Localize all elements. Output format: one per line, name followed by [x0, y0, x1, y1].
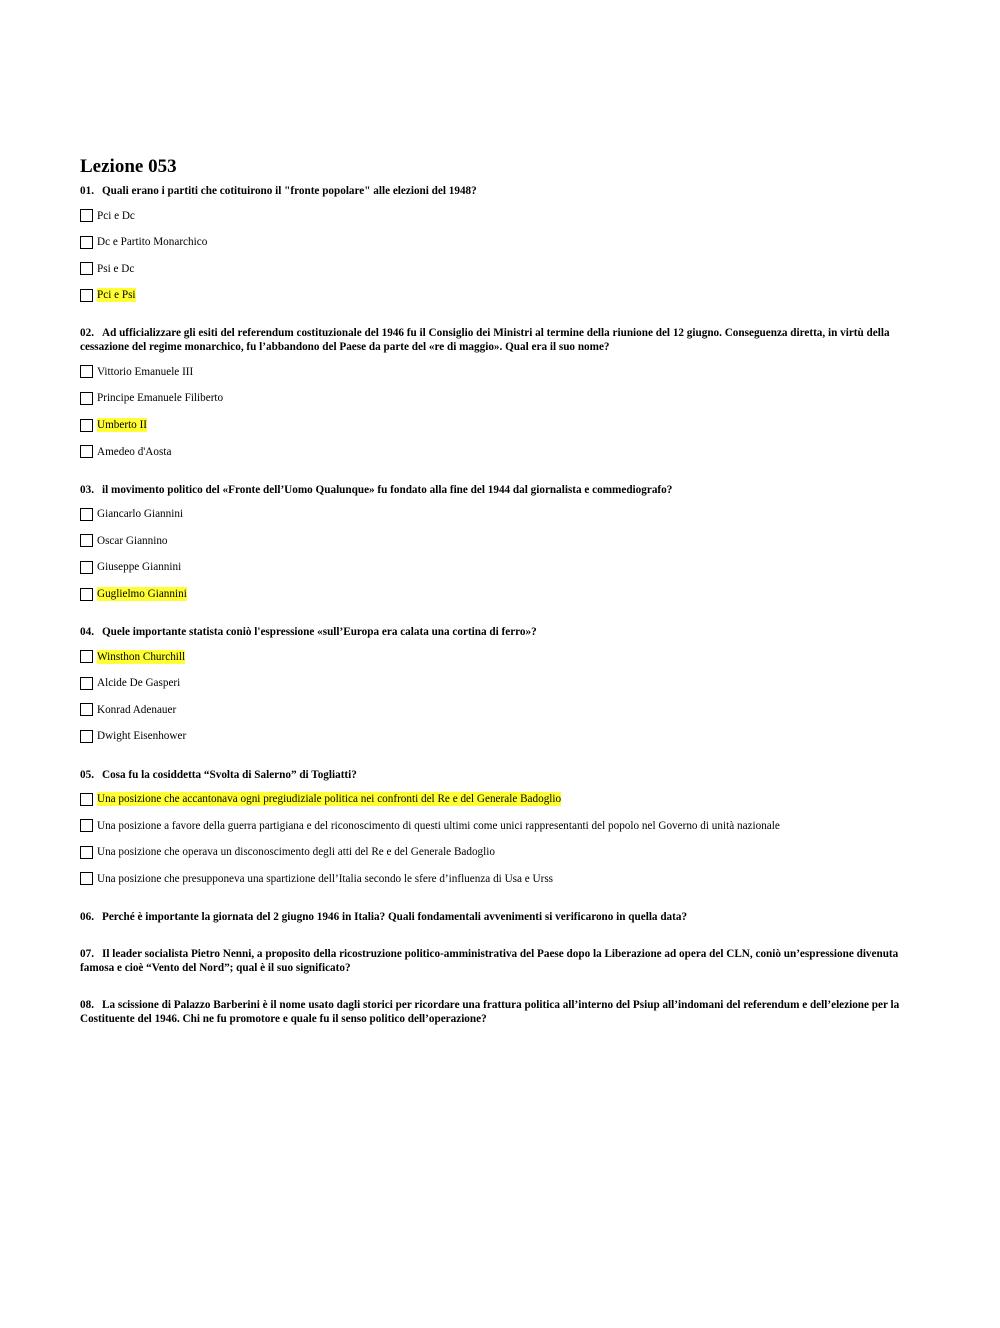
question-number: 07. — [80, 947, 94, 960]
answer-checkbox[interactable] — [80, 419, 93, 432]
answer-option — [80, 870, 925, 887]
answer-options — [80, 207, 925, 304]
answer-label-highlighted: Winsthon Churchill — [97, 650, 186, 663]
answer-label-highlighted: Guglielmo Giannini — [97, 588, 187, 601]
answer-label: Vittorio Emanuele III — [97, 365, 194, 378]
answer-label: Psi e Dc — [97, 262, 135, 275]
answer-checkbox[interactable] — [80, 262, 93, 275]
answer-checkbox[interactable] — [80, 650, 93, 663]
answer-options — [80, 363, 925, 460]
question-number: 05. — [80, 768, 94, 781]
answer-checkbox[interactable] — [80, 677, 93, 690]
answer-checkbox[interactable] — [80, 365, 93, 378]
question-prompt: Quali erano i partiti che cotituirono il "fronte popolare" alle elezioni del 1948? — [101, 185, 477, 197]
answer-label: Una posizione a favore della guerra partigiana e del riconoscimento di questi ultimi come unici rappresentanti del popolo nel Governo di unità nazionale — [97, 819, 780, 832]
answer-option — [80, 728, 925, 745]
question-number: 01. — [80, 185, 94, 197]
open-question-text — [80, 910, 925, 924]
answer-option — [80, 443, 925, 460]
answer-options — [80, 791, 925, 888]
answer-checkbox[interactable] — [80, 846, 93, 859]
question-block — [80, 768, 925, 910]
answer-option — [80, 287, 925, 304]
question-number: 08. — [80, 998, 94, 1011]
answer-option — [80, 817, 925, 834]
answer-label: Principe Emanuele Filiberto — [97, 392, 224, 405]
question-prompt: Quele importante statista coniò l'espressione «sull’Europa era calata una cortina di ferro»? — [101, 626, 537, 639]
open-question-text — [80, 998, 925, 1026]
answer-checkbox[interactable] — [80, 588, 93, 601]
answer-checkbox[interactable] — [80, 561, 93, 574]
answer-option — [80, 390, 925, 407]
answer-checkbox[interactable] — [80, 289, 93, 302]
answer-option — [80, 648, 925, 665]
question-prompt: Cosa fu la cosiddetta “Svolta di Salerno” di Togliatti? — [101, 768, 357, 781]
open-questions — [80, 910, 925, 1026]
question-block — [80, 483, 925, 625]
answer-checkbox[interactable] — [80, 534, 93, 547]
question-text — [80, 625, 925, 639]
question-prompt: Il leader socialista Pietro Nenni, a proposito della ricostruzione politico-amministrativa del Paese dopo la Liberazione ad opera del CLN, coniò un’espressione divenuta famosa e cioè “Vento del Nord”; qual è il suo significato? — [80, 947, 899, 974]
answer-option — [80, 586, 925, 603]
question-number: 03. — [80, 483, 94, 496]
question-number: 02. — [80, 327, 94, 340]
answer-label: Amedeo d'Aosta — [97, 445, 172, 458]
answer-label: Giancarlo Giannini — [97, 508, 184, 521]
lesson-title: Lezione 053 — [80, 156, 177, 177]
answer-checkbox[interactable] — [80, 872, 93, 885]
answer-label: Konrad Adenauer — [97, 703, 177, 716]
multiple-choice-questions — [80, 184, 925, 910]
answer-option — [80, 532, 925, 549]
answer-checkbox[interactable] — [80, 793, 93, 806]
answer-label: Pci e Dc — [97, 209, 135, 222]
answer-label: Dc e Partito Monarchico — [97, 236, 208, 249]
answer-option — [80, 363, 925, 380]
question-prompt: Ad ufficializzare gli esiti del referendum costituzionale del 1946 fu il Consiglio dei Ministri al termine della riunione del 12 giugno. Conseguenza diretta, in virtù della cessazione del regime monarchico, fu l’abbandono del Paese da parte del «re di maggio». Qual era il suo nome? — [80, 327, 890, 354]
answer-checkbox[interactable] — [80, 730, 93, 743]
question-text — [80, 184, 925, 198]
question-prompt: il movimento politico del «Fronte dell’Uomo Qualunque» fu fondato alla fine del 1944 dal giornalista e commediografo? — [101, 483, 673, 496]
answer-option — [80, 260, 925, 277]
answer-checkbox[interactable] — [80, 209, 93, 222]
answer-label: Una posizione che operava un disconoscimento degli atti del Re e del Generale Badoglio — [97, 846, 495, 859]
question-block — [80, 326, 925, 482]
answer-label: Giuseppe Giannini — [97, 561, 182, 574]
answer-option — [80, 701, 925, 718]
answer-option — [80, 506, 925, 523]
question-prompt: La scissione di Palazzo Barberini è il nome usato dagli storici per ricordare una frattura politica all’interno del Psiup all’indomani del referendum e dell’elezione per la Costituente del 1946. Chi ne fu promotore e quale fu il senso politico dell’operazione? — [80, 998, 900, 1025]
answer-option — [80, 675, 925, 692]
answer-checkbox[interactable] — [80, 445, 93, 458]
question-prompt: Perché è importante la giornata del 2 giugno 1946 in Italia? Quali fondamentali avvenimenti si verificarono in quella data? — [101, 910, 688, 923]
answer-checkbox[interactable] — [80, 508, 93, 521]
answer-option — [80, 207, 925, 224]
answer-label-highlighted: Umberto II — [97, 419, 148, 432]
question-text — [80, 768, 925, 782]
answer-label: Alcide De Gasperi — [97, 677, 181, 690]
answer-options — [80, 506, 925, 603]
answer-label: Dwight Eisenhower — [97, 730, 187, 743]
answer-checkbox[interactable] — [80, 236, 93, 249]
answer-option — [80, 791, 925, 808]
answer-option — [80, 844, 925, 861]
answer-checkbox[interactable] — [80, 392, 93, 405]
question-number: 06. — [80, 910, 94, 923]
question-text — [80, 326, 925, 354]
answer-option — [80, 234, 925, 251]
answer-option — [80, 417, 925, 434]
answer-checkbox[interactable] — [80, 703, 93, 716]
answer-label-highlighted: Una posizione che accantonava ogni pregiudiziale politica nei confronti del Re e del Generale Badoglio — [97, 793, 562, 805]
document-page — [80, 154, 925, 1049]
question-number: 04. — [80, 626, 94, 639]
answer-option — [80, 559, 925, 576]
question-text — [80, 483, 925, 497]
open-question-text — [80, 947, 925, 975]
answer-label-highlighted: Pci e Psi — [97, 289, 136, 302]
question-block — [80, 625, 925, 767]
answer-label: Una posizione che presupponeva una spartizione dell’Italia secondo le sfere d’influenza di Usa e Urss — [97, 872, 554, 885]
answer-checkbox[interactable] — [80, 819, 93, 832]
answer-label: Oscar Giannino — [97, 534, 168, 547]
answer-options — [80, 648, 925, 745]
question-block — [80, 184, 925, 326]
